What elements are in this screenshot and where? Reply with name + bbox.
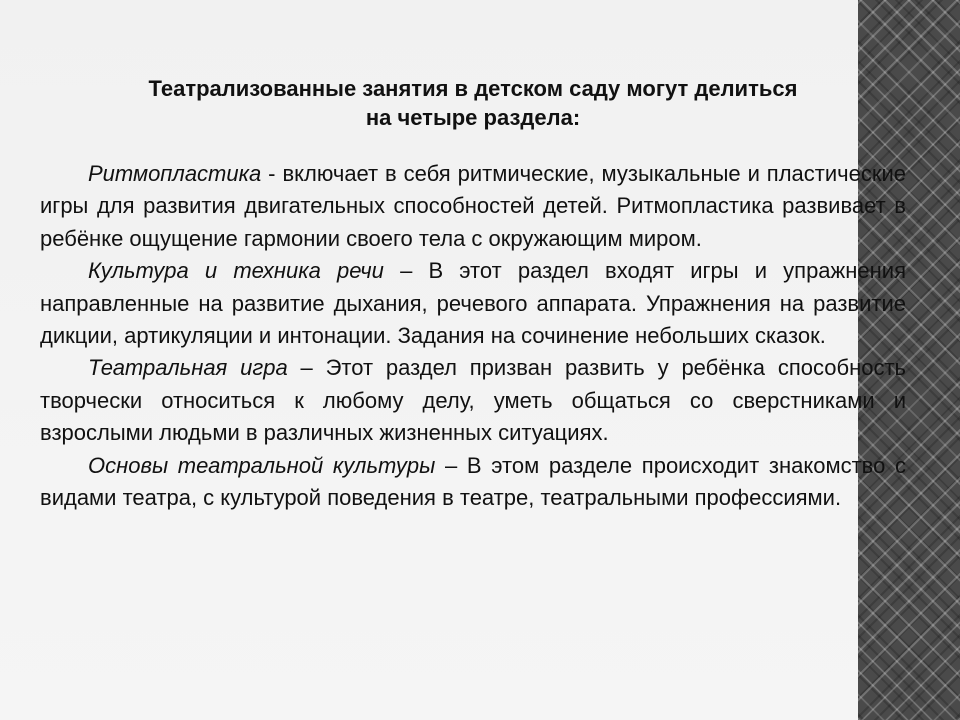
section-text: - включает в себя ритмические, музыкальные и пластические игры для развития двигательных способностей детей. Ритмопластика развивает в ребёнке ощущение гармонии своего тела с окружающим миром. bbox=[40, 161, 906, 251]
slide-content bbox=[40, 74, 906, 514]
section-text: – В этом разделе происходит знакомство с видами театра, с культурой поведения в театре, театральными профессиями. bbox=[40, 452, 906, 511]
section-term: Театральная игра bbox=[88, 355, 288, 381]
section-term: Основы театральной культуры bbox=[88, 452, 436, 478]
title-line-2: на четыре раздела: bbox=[365, 105, 581, 130]
section-term: Культура и техника речи bbox=[88, 258, 384, 284]
section-text: – В этот раздел входят игры и упражнения направленные на развитие дыхания, речевого аппарата. Упражнения на развитие дикции, артикуляции и интонации. Задания на сочинение небольших сказок. bbox=[40, 258, 906, 349]
section-paragraph-theatre-culture bbox=[40, 450, 906, 515]
title-line-1: Театрализованные занятия в детском саду могут делиться bbox=[148, 76, 798, 101]
title-spacer bbox=[40, 132, 906, 158]
section-term: Ритмопластика bbox=[88, 161, 262, 186]
section-text: – Этот раздел призван развить у ребёнка способность творчески относиться к любому делу, уметь общаться со сверстниками и взрослыми людьми в различных жизненных ситуациях. bbox=[40, 355, 906, 446]
section-paragraph-speech-culture bbox=[40, 255, 906, 352]
section-paragraph-theatre-game bbox=[40, 352, 906, 449]
section-paragraph-rhythmoplasty bbox=[40, 158, 906, 255]
slide-title bbox=[40, 74, 906, 132]
